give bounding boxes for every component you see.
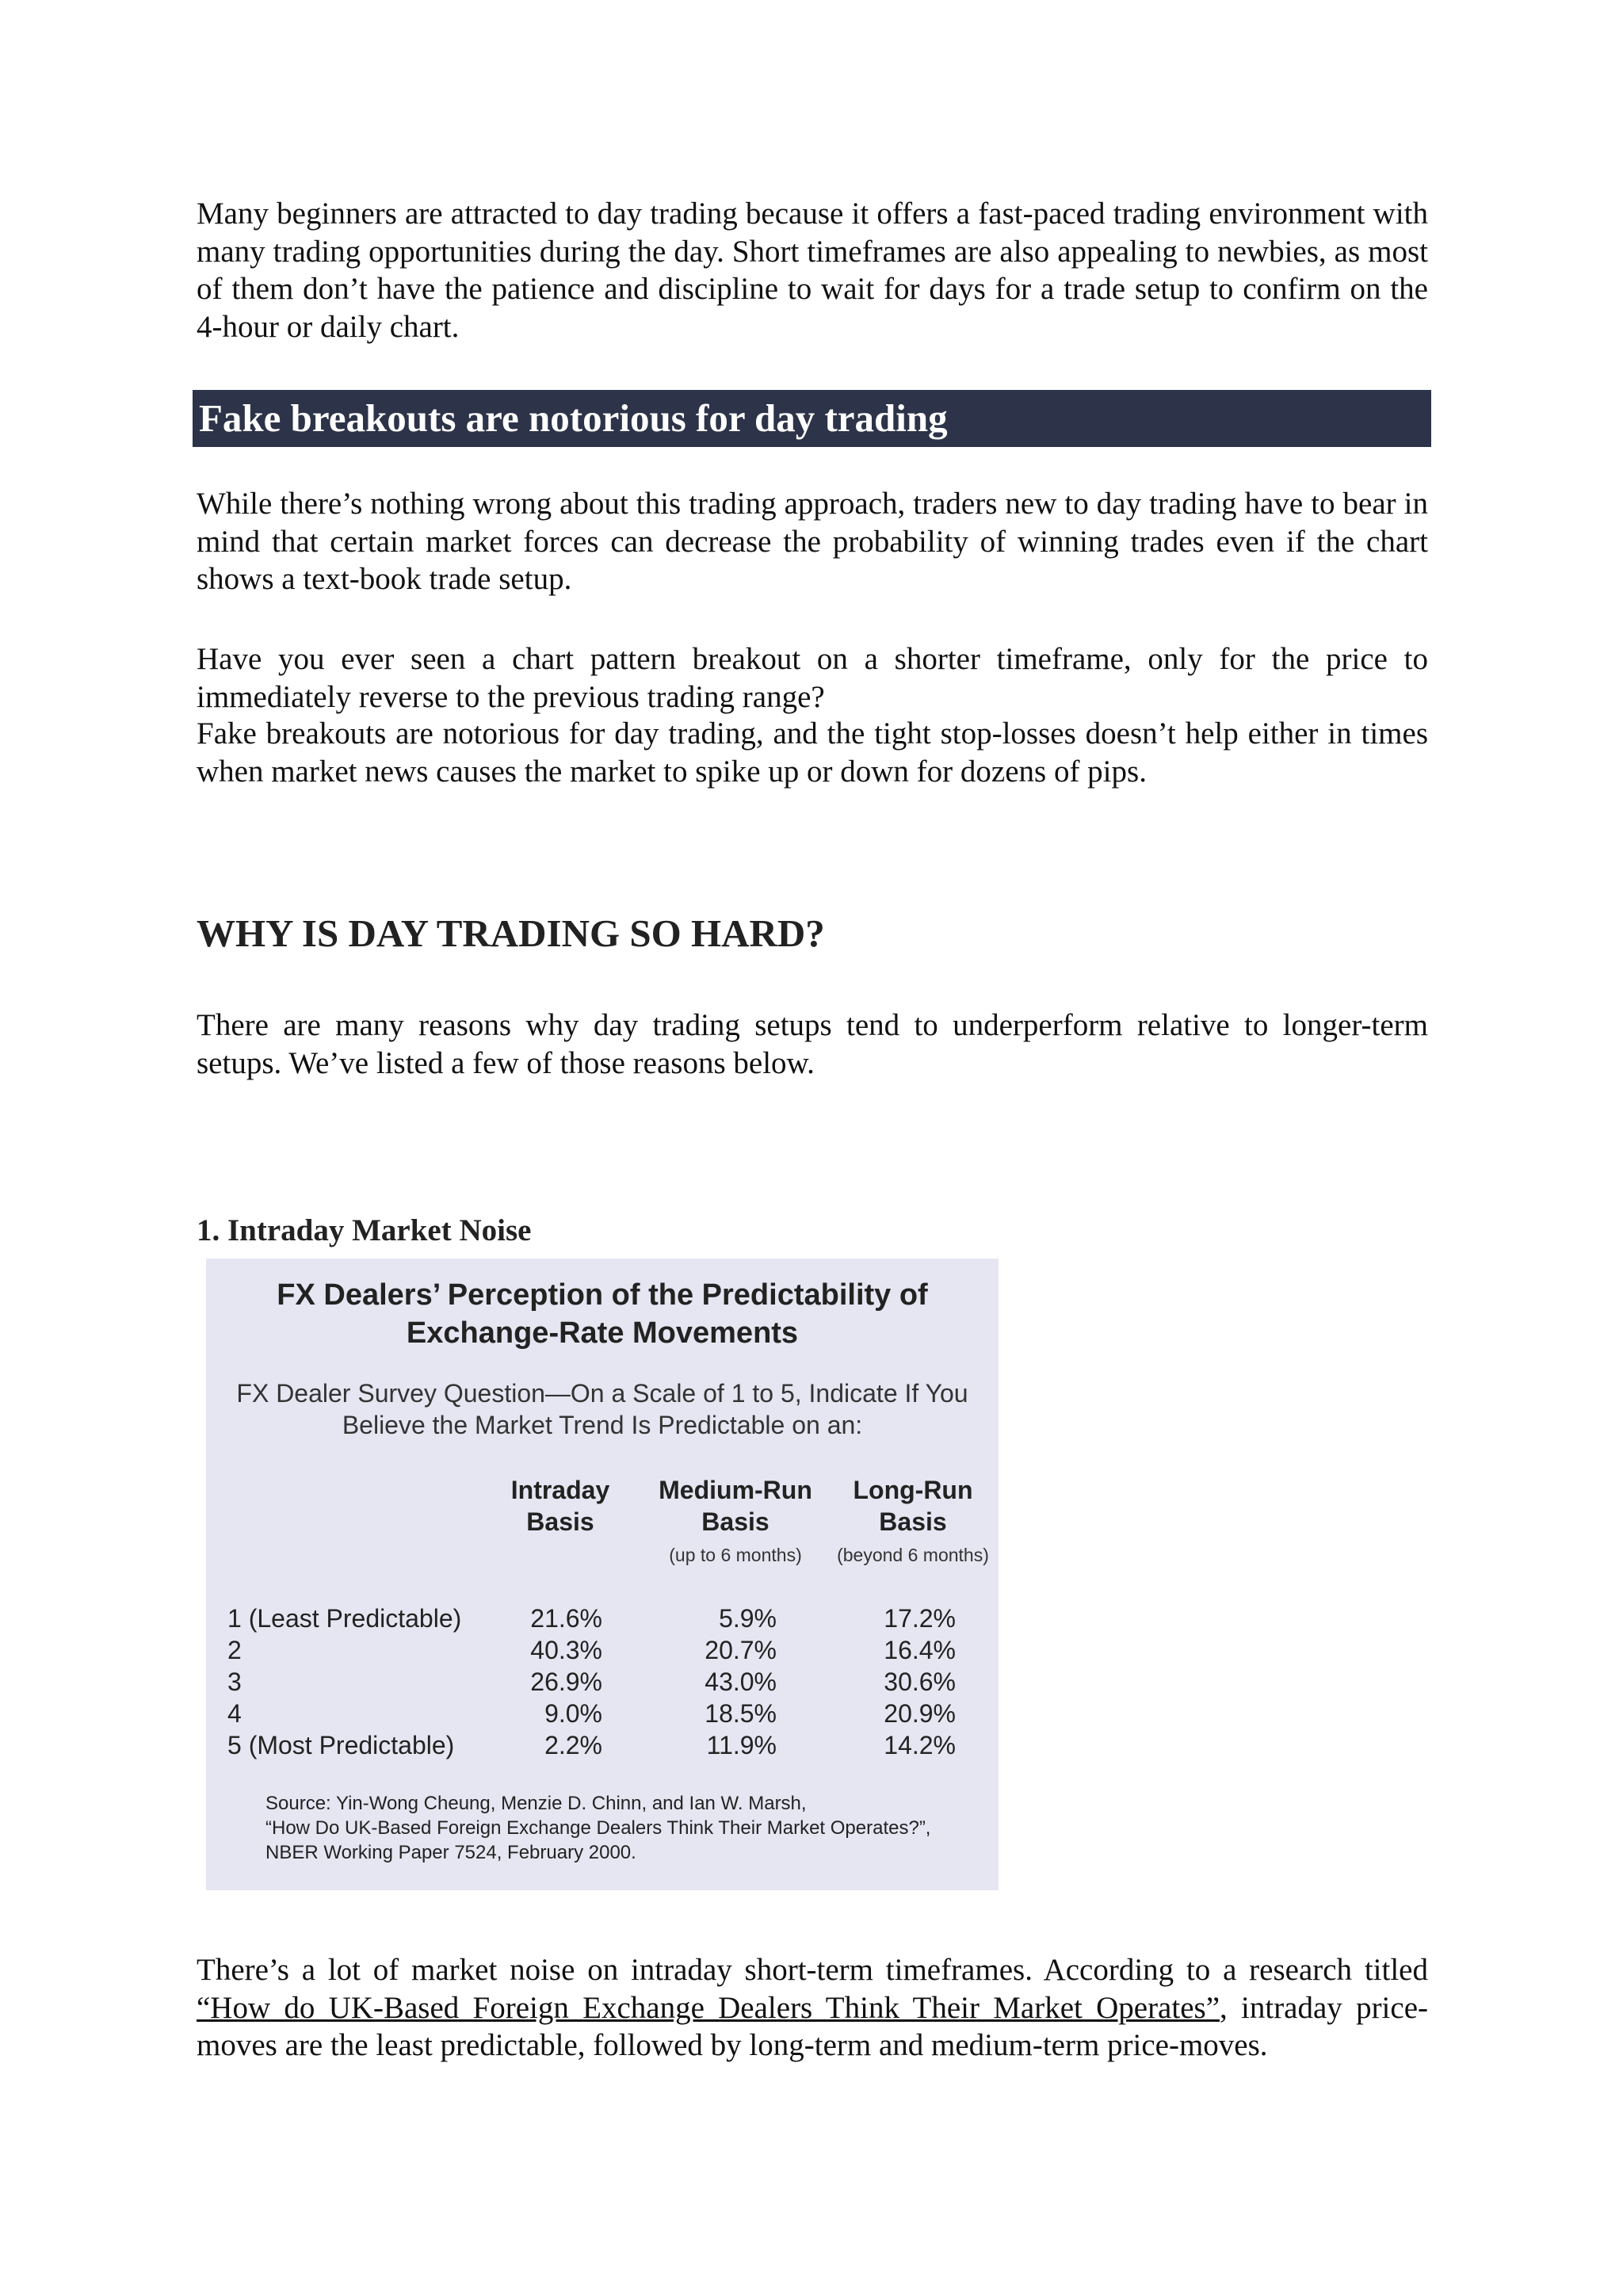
- table-cell: 20.7%: [705, 1636, 777, 1664]
- table-cell: 26.9%: [530, 1668, 602, 1696]
- intro-paragraph: Many beginners are attracted to day trading because it offers a fast-paced trading environment with many trading opportunities during the day. Short timeframes are also appealing to newbies, as most of them don’t have the patience and discipline to wait for days for a trade setup to confirm on the 4-hour or daily chart.: [197, 197, 1428, 344]
- figure-question-line: FX Dealer Survey Question—On a Scale of 1 to 5, Indicate If You: [236, 1379, 968, 1408]
- column-header-line: Basis: [879, 1507, 947, 1536]
- table-cell: 18.5%: [705, 1699, 777, 1728]
- paragraph-text: There’s a lot of market noise on intraday short-term timeframes. According to a research titled: [197, 1953, 1428, 1987]
- table-cell: 2.2%: [544, 1731, 602, 1759]
- table-cell: 21.6%: [530, 1604, 602, 1633]
- table-cell: 43.0%: [705, 1668, 777, 1696]
- figure-title-line: Exchange-Rate Movements: [406, 1316, 799, 1350]
- figure-survey-question: [206, 1377, 999, 1441]
- figure-title-line: FX Dealers’ Perception of the Predictability of: [277, 1278, 928, 1312]
- row-label: 5 (Most Predictable): [227, 1731, 455, 1759]
- table-cell: 17.2%: [884, 1604, 956, 1633]
- column-header-line: Long-Run: [853, 1476, 973, 1504]
- table-cell: 9.0%: [544, 1699, 602, 1728]
- section-banner-heading: Fake breakouts are notorious for day trading: [193, 390, 1431, 447]
- source-line: NBER Working Paper 7524, February 2000.: [265, 1842, 636, 1863]
- figure-title: [206, 1276, 999, 1352]
- figure-source-note: [265, 1791, 930, 1865]
- row-label: 3: [227, 1668, 242, 1696]
- table-cell: 5.9%: [719, 1604, 777, 1633]
- row-label: 1 (Least Predictable): [227, 1604, 462, 1633]
- section-heading: WHY IS DAY TRADING SO HARD?: [197, 911, 825, 955]
- paragraph-fake-breakouts: Fake breakouts are notorious for day trading, and the tight stop-losses doesn’t help either in times when market news causes the market to spike up or down for dozens of pips.: [197, 716, 1428, 789]
- source-line: Source: Yin-Wong Cheung, Menzie D. Chinn, and Ian W. Marsh,: [265, 1793, 807, 1814]
- table-cell: 16.4%: [884, 1636, 956, 1664]
- table-cell: 20.9%: [884, 1699, 956, 1728]
- subheading-intraday-noise: 1. Intraday Market Noise: [197, 1213, 532, 1247]
- paragraph-market-noise: [197, 1951, 1428, 2065]
- row-label: 4: [227, 1699, 242, 1728]
- paragraph-breakout-question: Have you ever seen a chart pattern breakout on a shorter timeframe, only for the price to immediately reverse to the previous trading range?: [197, 642, 1428, 714]
- paragraph-reasons: There are many reasons why day trading setups tend to underperform relative to longer-term setups. We’ve listed a few of those reasons below.: [197, 1008, 1428, 1080]
- column-header-line: Basis: [701, 1507, 769, 1536]
- paragraph-text: , intraday price-moves are the least predictable, followed by long-term and medium-term price-moves.: [197, 1990, 1428, 2062]
- figure-question-line: Believe the Market Trend Is Predictable on an:: [342, 1411, 863, 1439]
- column-header-intraday: [465, 1474, 655, 1538]
- research-link[interactable]: “How do UK-Based Foreign Exchange Dealers Think Their Market Operates”: [197, 1990, 1220, 2025]
- column-header-note: (up to 6 months): [669, 1545, 802, 1565]
- column-header-long-run: [818, 1474, 1008, 1568]
- column-header-line: Basis: [526, 1507, 594, 1536]
- row-label: 2: [227, 1636, 242, 1664]
- table-cell: 40.3%: [530, 1636, 602, 1664]
- column-header-line: Intraday: [510, 1476, 610, 1504]
- paragraph-approach: While there’s nothing wrong about this trading approach, traders new to day trading have to bear in mind that certain market forces can decrease the probability of winning trades even if the chart shows a text-book trade setup.: [197, 487, 1428, 596]
- column-header-medium-run: [640, 1474, 831, 1568]
- table-cell: 11.9%: [706, 1731, 777, 1759]
- source-line: “How Do UK-Based Foreign Exchange Dealers Think Their Market Operates?”,: [265, 1817, 931, 1839]
- column-header-note: (beyond 6 months): [837, 1545, 989, 1565]
- table-cell: 30.6%: [884, 1668, 956, 1696]
- column-header-line: Medium-Run: [659, 1476, 812, 1504]
- predictability-table-figure: [206, 1259, 999, 1890]
- table-cell: 14.2%: [884, 1731, 956, 1759]
